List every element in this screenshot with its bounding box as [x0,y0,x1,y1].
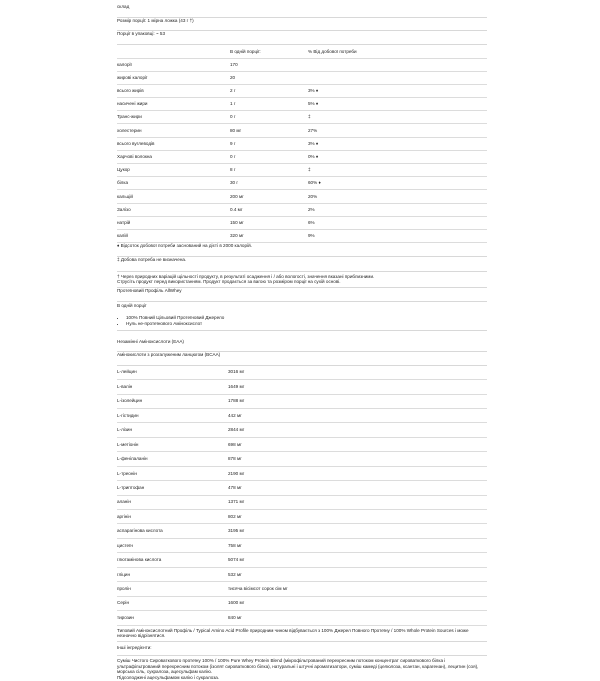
amino-amount: 878 мг [228,456,242,462]
amino-name: аргінін [117,513,131,519]
nutrition-row [117,85,487,98]
col-daily-value: % Від добової потреби [308,48,357,54]
nutrient-amount: 1 г [230,101,236,107]
amino-amount: 1649 мг [228,383,245,389]
nutrient-daily-value: 3% ♦ [308,140,319,146]
amino-amount: 3016 мг [228,369,245,375]
amino-name: L-лізин [117,427,132,433]
nutrition-row [117,230,487,243]
variance-note: † Через природних варіацій щільності продукту, в результаті осадження і / або вологості, значення вказані приблизними. Струсіть продукт перед використанням. Продукт продається за вагою та розміром порції на сухій основі. [117,272,487,288]
amino-name: L-лейцин [117,369,137,375]
amino-name: цистеїн [117,542,133,548]
per-serving-label: В одній порції [117,303,147,309]
nutrient-amount: 150 мг [230,219,244,225]
bullet-item: • Нуль не-протеїнового Аміноксислот [126,321,487,327]
amino-name: глютамінова кислота [117,557,162,563]
amino-amount: 1788 мг [228,398,245,404]
amino-row [117,409,487,423]
amino-amount: 840 мг [228,614,242,620]
section-title: склад [117,4,487,18]
nutrient-amount: 0 г [230,114,236,120]
nutrient-name: натрій [117,219,131,225]
amino-name: L-гістидин [117,412,139,418]
nutrient-name: калій [117,233,128,239]
nutrition-row [117,164,487,177]
nutrition-row [117,151,487,164]
not-established-note: ‡ Добова потреба не визначена. [117,257,487,271]
amino-row [117,380,487,394]
nutrition-row [117,138,487,151]
nutrient-amount: 0.4 мг [230,206,243,212]
nutrient-name: всього жирів [117,88,144,94]
nutrition-row [117,59,487,72]
amino-row [117,524,487,538]
amino-row [117,539,487,553]
sweetener-note: Підсолоджені ацесульфамом калію і сукралоза. [117,675,220,681]
protein-profile-title: Протеїновий Профіль AllWhey [117,288,487,302]
amino-row [117,553,487,567]
daily-value-note: ♦ Відсоток добової потреби заснований на дієті в 2000 калорій. [117,243,487,257]
amino-name: L-треонін [117,470,137,476]
nutrition-row [117,190,487,203]
amino-row [117,597,487,611]
amino-amount: 442 мг [228,412,242,418]
nutrition-table [117,46,487,243]
amino-name: L-валін [117,383,133,389]
servings-per-container: Порції в упаковці: ~ 53 [117,31,487,45]
nutrient-daily-value: 3% ♦ [308,88,319,94]
nutrition-row [117,204,487,217]
nutrient-amount: 320 мг [230,233,244,239]
nutrition-row [117,111,487,124]
amino-row [117,481,487,495]
nutrient-amount: 0 г [230,154,236,160]
protein-bullets [117,315,487,330]
amino-name: аланін [117,499,131,505]
amino-amount: 478 мг [228,484,242,490]
nutrient-daily-value: 20% [308,193,318,199]
nutrient-amount: 80 мг [230,127,242,133]
eaa-title: Незамінні Аміноксислоти (EAA) [117,339,487,353]
nutrient-name: насичені жири [117,101,148,107]
nutrient-name: Цукор [117,167,130,173]
nutrition-row [117,98,487,111]
nutrient-amount: 200 мг [230,193,244,199]
nutrient-daily-value: 2% [308,206,315,212]
ingredients-text: Суміш Чистого Сироваткового протеїну 100% / 100% Pure Whey Protein Blend (мікрофільтрований перехресним потоком концентрат сироваткового білка і ультрафільтрований перехресним потоком (ізолят сироваткового білка), натуральні і штучні ароматизатори, суміш камеді (целюлоза, ксантан, карагенан), лецитин (соя), морська сіль, сукралоза, ацесульфам калію. Підсолоджені ацесульфамом калію і сукралоза. [117,656,487,681]
serving-size: Розмір порції: 1 мірна ложка (43 г †) [117,18,487,32]
amino-amount: 1371 мг [228,499,245,505]
amino-name: гліцин [117,571,131,577]
nutrient-daily-value: 5% ♦ [308,101,319,107]
nutrient-daily-value: 27% [308,127,318,133]
amino-amount: 2190 мг [228,470,245,476]
amino-name: тирозин [117,614,134,620]
nutrient-name: Харчові волокна [117,154,152,160]
amino-amount: 532 мг [228,571,242,577]
amino-amount: 758 мг [228,542,242,548]
bcaa-title: Амінокислоти з розгалуженим ланцюгом (BCAA) [117,352,487,366]
amino-row [117,438,487,452]
amino-name: аспарагінова кислота [117,528,163,534]
nutrient-daily-value: 9% [308,233,315,239]
nutrition-header-row [117,46,487,59]
amino-row [117,452,487,466]
typical-profile-note: Типовий Аміноксислотний Профіль / Typical Amino Acid Profile природним чином відбувається з 100% Джерел Повного Протеїну / 100% Whole Protein Sources і може незначно відрізнятися. [117,626,487,642]
product-composition [117,4,487,681]
nutrient-amount: 2 г [230,88,236,94]
amino-amount: 1600 мг [228,600,245,606]
amino-amount: тисяча вісімсот сорок сім мг [228,586,288,592]
nutrition-row [117,72,487,85]
nutrient-name: Залізо [117,206,131,212]
nutrient-amount: 8 г [230,167,236,173]
nutrient-amount: 170 [230,61,238,67]
amino-row [117,366,487,380]
amino-row [117,582,487,596]
amino-row [117,395,487,409]
amino-name: пролін [117,586,131,592]
amino-row [117,423,487,437]
nutrient-daily-value: ‡ [308,167,311,173]
amino-amount: 3195 мг [228,528,245,534]
ingredients-title: Інші інгредієнти: [117,645,487,656]
amino-row [117,496,487,510]
amino-table [117,366,487,626]
nutrition-row [117,177,487,190]
col-per-serving: В одній порції: [230,48,261,54]
nutrition-row [117,124,487,137]
nutrient-daily-value: ‡ [308,114,311,120]
nutrient-name: Транс-жири [117,114,142,120]
nutrient-name: всього вуглеводів [117,140,155,146]
nutrition-row [117,217,487,230]
nutrient-name: калорії [117,61,132,67]
amino-name: L-метіонін [117,441,139,447]
amino-name: L-триптофан [117,484,145,490]
nutrient-name: холестерин [117,127,142,133]
nutrient-amount: 9 г [230,140,236,146]
amino-name: L-фенілаланін [117,456,148,462]
nutrient-name: кальцій [117,193,133,199]
amino-row [117,611,487,625]
nutrient-daily-value: 0% ♦ [308,154,319,160]
amino-row [117,467,487,481]
nutrient-amount: 20 [230,74,236,80]
nutrient-name: білка [117,180,128,186]
amino-amount: 802 мг [228,513,242,519]
amino-row [117,510,487,524]
amino-amount: 2844 мг [228,427,245,433]
amino-name: Серін [117,600,129,606]
amino-amount: 5074 мг [228,557,245,563]
nutrient-daily-value: 6% [308,219,315,225]
nutrient-daily-value: 60% ♦ [308,180,321,186]
nutrient-amount: 30 г [230,180,239,186]
amino-name: L-ізолейцин [117,398,143,404]
amino-row [117,568,487,582]
nutrient-name: жирові калорії [117,74,148,80]
bullet-item: • 100% Повний Цільовий Протеїновий Джерело [126,315,487,321]
amino-amount: 698 мг [228,441,242,447]
